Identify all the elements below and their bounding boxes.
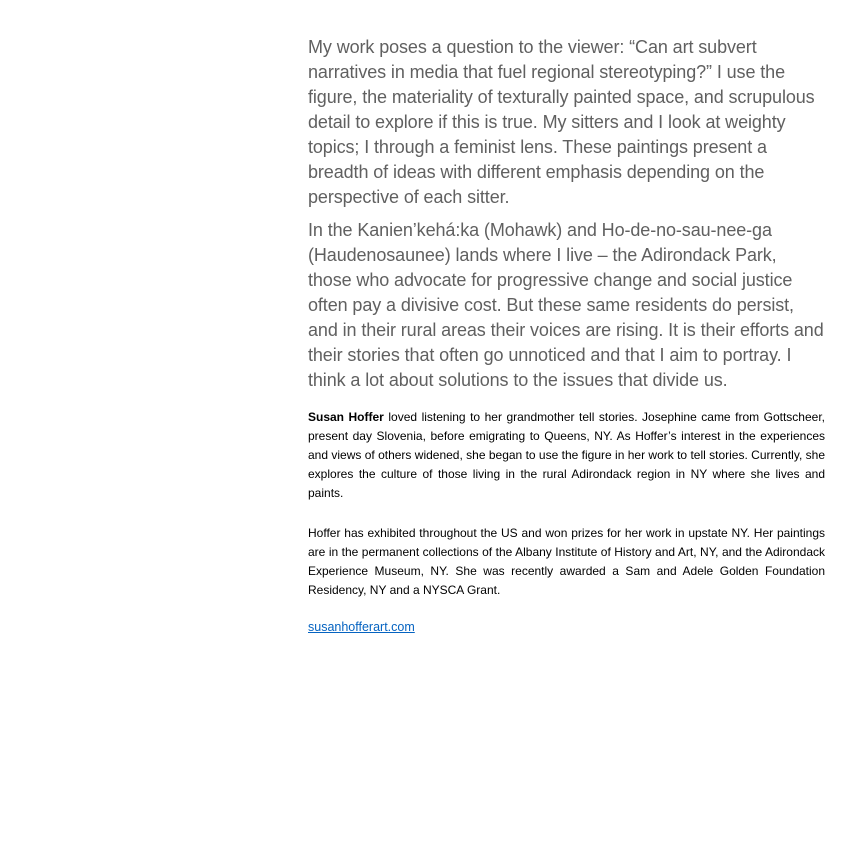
artist-statement-block xyxy=(308,35,825,637)
artist-name: Susan Hoffer xyxy=(308,410,384,424)
bio-paragraph-1-text: loved listening to her grandmother tell stories. Josephine came from Gottscheer, present day Slovenia, before emigrating to Queens, NY. As Hoffer’s interest in the experiences and views of others widened, she began to use the figure in her work to tell stories. Currently, she explores the culture of those living in the rural Adirondack region in NY where she lives and paints. xyxy=(308,410,825,500)
bio-paragraph-2: Hoffer has exhibited throughout the US and won prizes for her work in upstate NY. Her paintings are in the permanent collections of the Albany Institute of History and Art, NY, and the Adirondack Experience Museum, NY. She was recently awarded a Sam and Adele Golden Foundation Residency, NY and a NYSCA Grant. xyxy=(308,526,825,597)
website-link[interactable]: susanhofferart.com xyxy=(308,620,415,634)
bio-paragraph-1 xyxy=(308,408,825,503)
artist-statement-paragraph-1: My work poses a question to the viewer: “Can art subvert narratives in media that fuel regional stereotyping?” I use the figure, the materiality of texturally painted space, and scrupulous detail to explore if this is true. My sitters and I look at weighty topics; I through a feminist lens. These paintings present a breadth of ideas with different emphasis depending on the perspective of each sitter. xyxy=(308,37,815,207)
artist-statement-paragraph-2: In the Kanien’kehá:ka (Mohawk) and Ho-de-no-sau-nee-ga (Haudenosaunee) lands where I live – the Adirondack Park, those who advocate for progressive change and social justice often pay a divisive cost. But these same residents do persist, and in their rural areas their voices are rising. It is their efforts and their stories that often go unnoticed and that I aim to portray. I think a lot about solutions to the issues that divide us. xyxy=(308,220,824,390)
